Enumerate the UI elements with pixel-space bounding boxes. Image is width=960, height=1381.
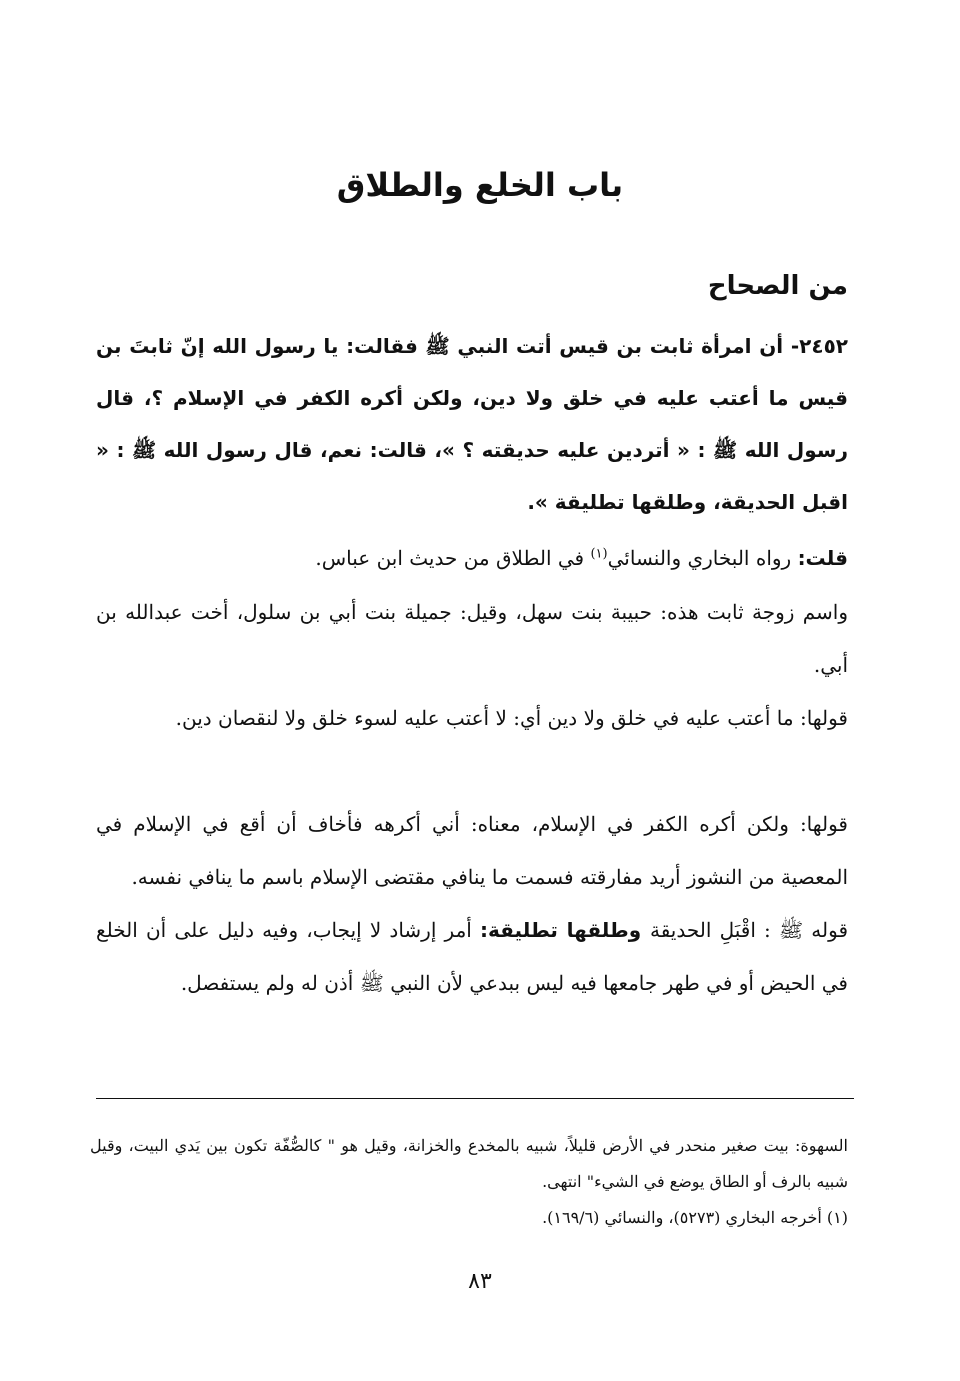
footnote-reference-1: (١) <box>590 546 608 562</box>
chapter-title: باب الخلع والطلاق <box>336 166 624 204</box>
commentary-paragraph-5 <box>96 904 848 1010</box>
footnote-divider <box>96 1098 854 1099</box>
commentary-text-source: رواه البخاري والنسائي <box>607 546 798 570</box>
commentary-paragraph-1 <box>96 532 848 585</box>
hadith-text: ٢٤٥٢- أن امرأة ثابت بن قيس أتت النبي ﷺ فقالت: يا رسول الله إنّ ثابتَ بن قيس ما أعتب عليه في خلق ولا دين، ولكن أكره الكفر في الإسلام ؟، قال رسول الله ﷺ : « أتردين عليه حديقته ؟ »، قالت: نعم، قال رسول الله ﷺ : « اقبل الحديقة، وطلقها تطليقة ». <box>96 334 848 514</box>
commentary-text-source-end: في الطلاق من حديث ابن عباس. <box>315 546 591 570</box>
page-number: ٨٣ <box>468 1269 492 1294</box>
commentary-paragraph-4: قولها: ولكن أكره الكفر في الإسلام، معناه: أني أكرهه فأخاف أن أقع في الإسلام في المعصية من النشوز أريد مفارقته فسمت ما ينافي مقتضى الإسلام باسم ما ينافي نفسه. <box>96 812 848 889</box>
commentary-bold-phrase: وطلقها تطليقة: <box>480 918 650 942</box>
footnote-sahwa: السهوة: بيت صغير منحدر في الأرض قليلاً، شبيه بالمخدع والخزانة، وقيل هو " كالصُّفّة تكون بين يَدي البيت، وقيل شبيه بالرف أو الطاق يوضع في الشيء" انتهى. <box>90 1136 848 1191</box>
footnotes-section <box>90 1128 848 1236</box>
footnote-1: (١) أخرجه البخاري (٥٢٧٣)، والنسائي (١٦٩/٦). <box>542 1208 848 1227</box>
commentary-paragraph-3: قولها: ما أعتب عليه في خلق ولا دين أي: لا أعتب عليه لسوء خلق ولا لنقصان دين. <box>175 706 848 730</box>
section-heading: من الصحاح <box>707 271 848 301</box>
commentary-explanation: أمر إرشاد لا إيجاب، وفيه دليل على أن الخلع في الحيض أو في طهر جامعها فيه ليس ببدعي لأن النبي ﷺ أذن له ولم يستفصل. <box>96 918 848 995</box>
commentary-lead-qawluhu: قوله ﷺ : اقْبَلِ الحديقة <box>649 918 848 942</box>
commentary-lead-qultu: قلت: <box>797 546 848 570</box>
commentary-paragraph-2: واسم زوجة ثابت هذه: حبيبة بنت سهل، وقيل: جميلة بنت أبي بن سلول، أخت عبدالله بن أبي. <box>96 600 848 677</box>
